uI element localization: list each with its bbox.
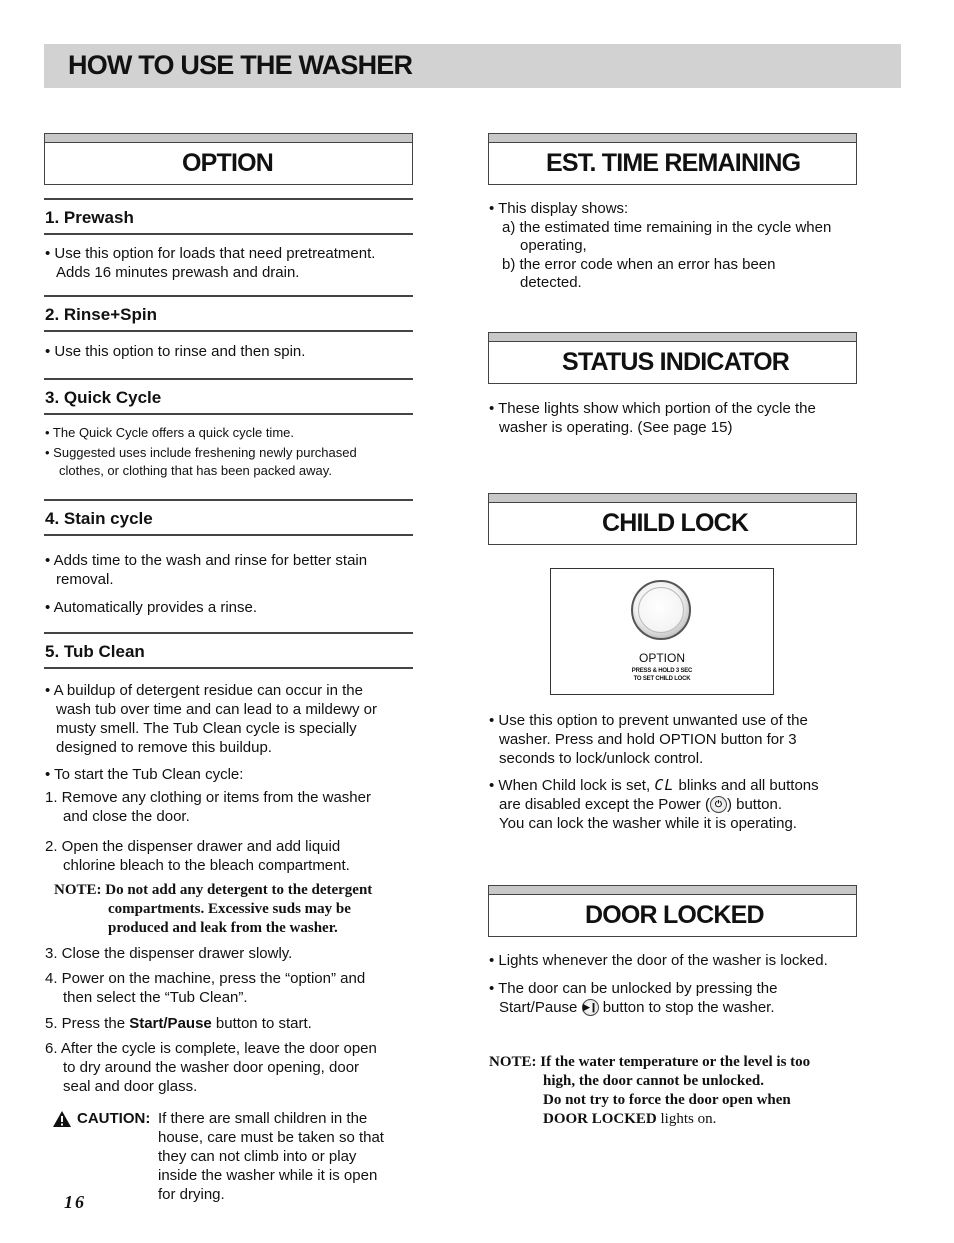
tub-clean-step5: 5. Press the Start/Pause button to start.: [45, 1015, 312, 1032]
tub-clean-step4: 4. Power on the machine, press the “option” and then select the “Tub Clean”.: [45, 970, 366, 1006]
child-lock-cl-glyph: CL: [654, 776, 675, 794]
quick-cycle-text: • The Quick Cycle offers a quick cycle time. • Suggested uses include freshening newly purchased clothes, or clothing that has been packed away.: [45, 425, 357, 478]
status-indicator-heading: STATUS INDICATOR: [562, 348, 790, 376]
quick-cycle-subheading: 3. Quick Cycle: [44, 378, 413, 415]
est-time-text: • This display shows: a) the estimated time remaining in the cycle when operating, b) the error code when an error has been detected.: [489, 200, 832, 291]
stain-cycle-text: • Adds time to the wash and rinse for better stain removal. • Automatically provides a rinse.: [45, 552, 368, 616]
option-heading: OPTION: [182, 149, 274, 177]
power-icon: ⏻: [710, 796, 727, 813]
status-indicator-heading-box: [488, 332, 857, 384]
start-pause-icon: ▶❙: [582, 999, 599, 1016]
tub-clean-step2: 2. Open the dispenser drawer and add liquid chlorine bleach to the bleach compartment.: [45, 838, 350, 874]
panel-option-label: OPTION: [638, 651, 685, 665]
page-banner: [44, 44, 901, 88]
child-lock-para1: • Use this option to prevent unwanted use of the washer. Press and hold OPTION button for 3 seconds to lock/unlock control.: [489, 712, 808, 767]
est-time-heading-box: [488, 133, 857, 185]
rinse-spin-text: • Use this option to rinse and then spin.: [45, 343, 306, 360]
option-dial: [631, 580, 691, 640]
tub-clean-step1: 1. Remove any clothing or items from the washer and close the door.: [45, 789, 371, 825]
rinse-spin-subheading: 2. Rinse+Spin: [44, 295, 413, 332]
door-locked-line2: • The door can be unlocked by pressing the Start/Pause ▶❙ button to stop the washer.: [489, 980, 778, 1016]
option-heading-box: [44, 133, 413, 185]
tub-clean-step6: 6. After the cycle is complete, leave the door open to dry around the washer door opening, door seal and door glass.: [45, 1040, 377, 1095]
status-indicator-text: • These lights show which portion of the cycle the washer is operating. (See page 15): [489, 400, 816, 436]
est-time-heading: EST. TIME REMAINING: [546, 149, 801, 177]
tub-clean-intro: • A buildup of detergent residue can occur in the wash tub over time and can lead to a mildewy or musty smell. The Tub Clean cycle is specially designed to remove this buildup.: [45, 682, 377, 756]
tub-clean-note: NOTE: Do not add any detergent to the detergent compartments. Excessive suds may be produced and leak from the washer.: [54, 882, 373, 936]
tub-clean-step3: 3. Close the dispenser drawer slowly.: [45, 945, 293, 962]
child-lock-heading: CHILD LOCK: [602, 509, 749, 537]
page-title: HOW TO USE THE WASHER: [68, 50, 413, 80]
caution-text: If there are small children in the house, care must be taken so that they can not climb into or play inside the washer while it is open for drying.: [158, 1110, 384, 1203]
door-locked-heading: DOOR LOCKED: [585, 901, 764, 929]
caution-label: CAUTION:: [77, 1110, 151, 1127]
page-number: 16: [64, 1192, 86, 1212]
door-locked-line1: • Lights whenever the door of the washer is locked.: [489, 952, 828, 969]
door-locked-heading-box: [488, 885, 857, 937]
child-lock-panel-illustration: [550, 568, 774, 695]
prewash-text: • Use this option for loads that need pretreatment. Adds 16 minutes prewash and drain.: [45, 245, 376, 281]
tub-clean-subheading: 5. Tub Clean: [44, 632, 413, 669]
prewash-subheading: 1. Prewash: [44, 198, 413, 235]
child-lock-para2: • When Child lock is set, CL blinks and all buttons are disabled except the Power ( ⏻ ) button. You can lock the washer while it is operating.: [489, 776, 819, 832]
panel-hint: PRESS & HOLD 3 SEC TO SET CHILD LOCK: [631, 668, 693, 682]
child-lock-heading-box: [488, 493, 857, 545]
warning-triangle-icon: [52, 1110, 72, 1128]
stain-cycle-subheading: 4. Stain cycle: [44, 499, 413, 536]
tub-clean-start-label: • To start the Tub Clean cycle:: [45, 766, 244, 783]
door-locked-note: NOTE: If the water temperature or the level is too high, the door cannot be unlocked. Do not try to force the door open when DOOR LOCKED lights on.: [489, 1054, 811, 1127]
